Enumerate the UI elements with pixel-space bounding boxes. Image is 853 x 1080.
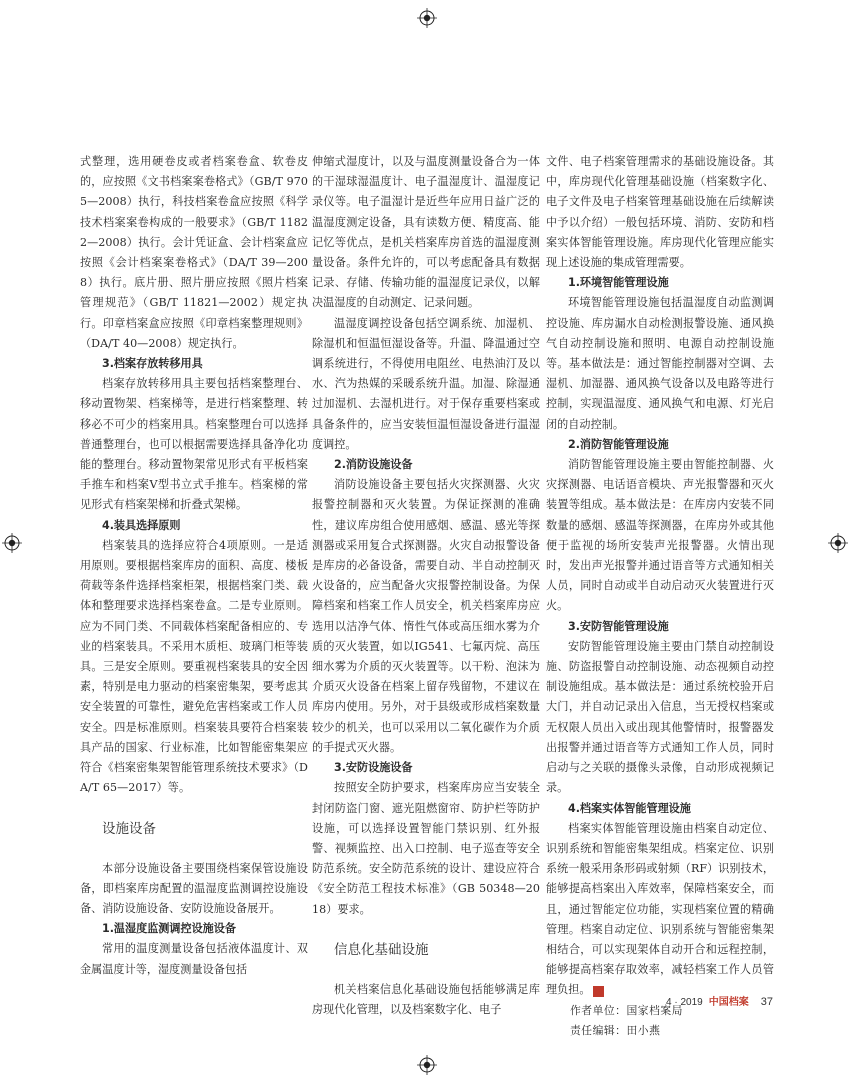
body-paragraph: 档案存放转移用具主要包括档案整理台、移动置物架、档案梯等，是进行档案整理、转移必不可少的档案用具。档案整理台可以选择普通整理台，也可以根据需要选择具备净化功能的整理台。移动置物架常见形式有平板档案手推车和档案V型书立式手推车。档案梯的常见形式有档案架梯和折叠式架梯。	[80, 377, 308, 512]
body-paragraph: 安防智能管理设施主要由门禁自动控制设施、防盗报警自动控制设施、动态视频自动控制设施组成。基本做法是：通过系统校验开启大门，并自动记录出入信息，当无授权档案或无权限人员出入或出现其他警情时，报警器发出报警并通过语音等方式通知工作人员，同时启动与之关联的摄像头录像，自动形成视频记录。	[546, 639, 774, 795]
body-paragraph: 档案实体智能管理设施由档案自动定位、识别系统和智能密集架组成。档案定位、识别系统一般采用条形码或射频（RF）识别技术，能够提高档案出入库效率，保障档案安全，而且，通过智能定位功能，实现档案位置的精确管理。档案自动定位、识别系统与智能密集架相结合，可以实现架体自动开合和远程控制，能够提高档案存取效率，减轻档案工作人员管理负担。 档	[546, 821, 774, 997]
body-paragraph: 消防设施设备主要包括火灾探测器、火灾报警控制器和灭火装置。为保证探测的准确性，建议库房组合使用感烟、感温、感光等探测器或采用复合式探测器。火灾自动报警设备是库房的必备设备，需要自动、半自动控制灭火设备的，应当配备火灾报警控制设备。为保障档案和档案工作人员安全，机关档案库房应选用以洁净气体、惰性气体或高压细水雾为介质的灭火装置，如以IG541、七氟丙烷、高压细水雾为介质的灭火装置等。以干粉、泡沫为介质灭火设备在档案上留存残留物，不建议在库房内使用。另外，对于县级或形成档案数量较少的机关，也可以采用以二氧化碳作为介质的手提式灭火器。	[312, 478, 540, 754]
author-credit: 作者单位：国家档案局	[570, 1003, 683, 1017]
registration-mark-bottom	[417, 1055, 437, 1075]
body-paragraph: 档案装具的选择应符合4项原则。一是适用原则。要根据档案库房的面积、高度、楼板荷载等条件选择档案柜架，根据档案门类、载体和整理要求选择档案卷盒。二是专业原则。应为不同门类、不同载体档案配备相应的、专业的档案装具。不采用木质柜、玻璃门柜等装具。三是安全原则。要重视档案装具的安全因素，特别是电力驱动的档案密集架，要考虑其安全装置的可靠性，避免危害档案或工作人员安全。四是标准原则。档案装具要符合档案装具产品的国家、行业标准，比如智能密集架应符合《档案密集架智能管理系统技术要求》（DA/T 65—2017）等。	[80, 538, 308, 795]
subsection-heading: 3.安防设施设备	[334, 761, 413, 775]
issue-number: 4 · 2019	[666, 997, 703, 1008]
magazine-brand: 中国档案	[708, 997, 749, 1008]
subsection-heading: 1.温湿度监测调控设施设备	[102, 922, 236, 936]
body-paragraph: 常用的温度测量设备包括液体温度计、双金属温度计等，湿度测量设备包括	[80, 942, 308, 976]
body-paragraph: 消防智能管理设施主要由智能控制器、火灾探测器、电话语音模块、声光报警器和灭火装置等组成。基本做法是：在库房内安装不同数量的感烟、感温等探测器，在库房外或其他便于监视的场所安装声光报警器。火情出现时，发出声光报警并通过语音等方式通知相关人员，同时自动或半自动启动灭火装置进行灭火。	[546, 458, 774, 613]
subsection-heading: 3.档案存放转移用具	[102, 357, 203, 371]
body-paragraph: 式整理，选用硬卷皮或者档案卷盒、软卷皮的，应按照《文书档案案卷格式》（GB/T 9705—2008）执行，科技档案卷盒应按照《科学技术档案案卷构成的一般要求》（GB/T 11822—2008）执行。会计凭证盒、会计档案盒应按照《会计档案案卷格式》（DA/T 39—2008）执行。底片册、照片册应按照《照片档案管理规范》（GB/T 11821—2002）规定执行。印章档案盒应按照《印章档案整理规则》（DA/T 40—2008）规定执行。	[80, 155, 308, 350]
subsection-heading: 4.档案实体智能管理设施	[568, 801, 691, 815]
subsection-heading: 2.消防智能管理设施	[568, 437, 669, 451]
article-column-3	[546, 152, 774, 1041]
body-paragraph: 按照安全防护要求，档案库房应当安装全封闭防盗门窗、遮光阻燃窗帘、防护栏等防护设施，可以选择设置智能门禁识别、红外报警、视频监控、出入口控制、电子巡查等安全防范系统。安全防范系统的设计、建设应符合《安全防范工程技术标准》（GB 50348—2018）要求。	[312, 781, 540, 916]
subsection-heading: 2.消防设施设备	[334, 458, 413, 472]
article-column-2	[312, 152, 540, 1020]
page-number: 37	[760, 996, 773, 1008]
registration-mark-top	[417, 8, 437, 28]
subsection-heading: 4.装具选择原则	[102, 518, 181, 532]
subsection-heading: 3.安防智能管理设施	[568, 619, 669, 633]
section-heading: 设施设备	[102, 820, 156, 837]
body-paragraph: 温湿度调控设备包括空调系统、加湿机、除湿机和恒温恒湿设备等。升温、降温通过空调系统进行，不得使用电阻丝、电热油汀及以水、汽为热媒的采暖系统升温。加湿、除湿通过加湿机、去湿机进行。对于保存重要档案或具备条件的，应当安装恒温恒湿设备进行温湿度调控。	[312, 316, 540, 451]
registration-mark-left	[2, 533, 22, 553]
article-column-1	[80, 152, 308, 980]
body-paragraph: 环境智能管理设施包括温湿度自动监测调控设施、库房漏水自动检测报警设施、通风换气自动控制设施和照明、电源自动控制设施等。基本做法是：通过智能控制器对空调、去湿机、加湿器、通风换气设备以及电路等进行控制，实现温湿度、通风换气和电源、灯光启闭的自动控制。	[546, 296, 774, 431]
body-paragraph: 文件、电子档案管理需求的基础设施设备。其中，库房现代化管理基础设施（档案数字化、电子文件及电子档案管理基础设施在后续解读中予以介绍）一般包括环境、消防、安防和档案实体智能管理设施。库房现代化管理应能实现上述设施的集成管理需要。	[546, 155, 774, 270]
article-end-mark: 档	[593, 986, 604, 997]
body-paragraph: 机关档案信息化基础设施包括能够满足库房现代化管理，以及档案数字化、电子	[312, 982, 540, 1016]
author-credit: 责任编辑：田小燕	[570, 1023, 661, 1037]
registration-mark-right	[828, 533, 848, 553]
body-paragraph: 本部分设施设备主要围绕档案保管设施设备，即档案库房配置的温湿度监测调控设施设备、消防设施设备、安防设施设备展开。	[80, 861, 308, 915]
page-footer	[666, 993, 773, 1008]
section-heading: 信息化基础设施	[334, 941, 429, 958]
subsection-heading: 1.环境智能管理设施	[568, 276, 669, 290]
body-paragraph: 伸缩式湿度计，以及与温度测量设备合为一体的干湿球湿温度计、电子温湿度计、温湿度记录仪等。电子温湿计是近些年应用日益广泛的温湿度测定设备，具有读数方便、精度高、能记忆等优点，是机关档案库房首选的温湿度测量设备。条件允许的，可以考虑配备具有数据记录、存储、传输功能的温湿度记录仪，以解决温湿度的自动测定、记录问题。	[312, 155, 540, 310]
